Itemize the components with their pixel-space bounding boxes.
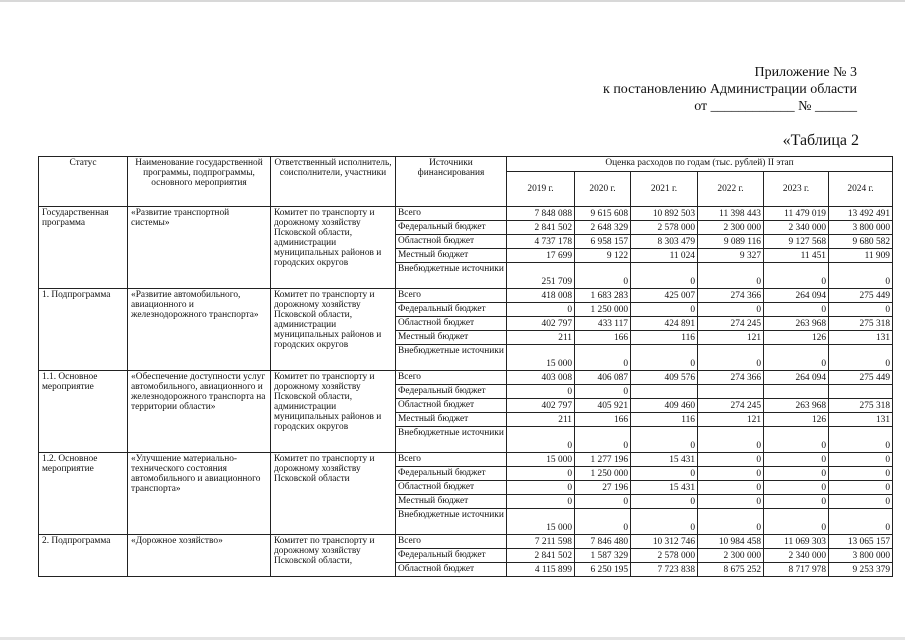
amount-cell: 1 250 000 — [575, 303, 631, 317]
amount-cell: 264 094 — [764, 289, 829, 303]
amount-cell: 6 958 157 — [575, 235, 631, 249]
amount-cell: 0 — [764, 453, 829, 467]
amount-cell — [764, 385, 829, 399]
funding-source-cell: Федеральный бюджет — [396, 385, 507, 399]
funding-source-cell: Внебюджетные источники — [396, 263, 507, 289]
amount-cell: 121 — [698, 331, 764, 345]
amount-cell: 274 245 — [698, 399, 764, 413]
amount-cell: 9 122 — [575, 249, 631, 263]
amount-cell: 264 094 — [764, 371, 829, 385]
amount-cell: 275 449 — [829, 289, 893, 303]
amount-cell: 402 797 — [507, 399, 575, 413]
amount-cell: 0 — [829, 495, 893, 509]
amount-cell: 0 — [575, 495, 631, 509]
amount-cell: 405 921 — [575, 399, 631, 413]
amount-cell: 0 — [764, 495, 829, 509]
funding-source-cell: Областной бюджет — [396, 399, 507, 413]
amount-cell: 0 — [698, 345, 764, 371]
amount-cell: 0 — [575, 345, 631, 371]
col-estimate-header: Оценка расходов по годам (тыс. рублей) II этап — [507, 157, 893, 172]
amount-cell: 274 366 — [698, 371, 764, 385]
col-source-header: Источники финансирования — [396, 157, 507, 207]
amount-cell: 8 675 252 — [698, 563, 764, 577]
funding-source-cell: Внебюджетные источники — [396, 509, 507, 535]
amount-cell: 2 300 000 — [698, 549, 764, 563]
funding-source-cell: Всего — [396, 207, 507, 221]
amount-cell: 9 253 379 — [829, 563, 893, 577]
table-body — [39, 207, 893, 577]
year-header: 2024 г. — [829, 172, 893, 207]
amount-cell: 0 — [507, 467, 575, 481]
amount-cell: 15 431 — [631, 481, 698, 495]
amount-cell: 0 — [631, 345, 698, 371]
amount-cell: 131 — [829, 413, 893, 427]
amount-cell: 10 984 458 — [698, 535, 764, 549]
amount-cell: 11 069 303 — [764, 535, 829, 549]
amount-cell: 0 — [829, 467, 893, 481]
amount-cell: 0 — [829, 263, 893, 289]
funding-source-cell: Федеральный бюджет — [396, 549, 507, 563]
amount-cell: 121 — [698, 413, 764, 427]
amount-cell: 0 — [829, 345, 893, 371]
amount-cell: 409 576 — [631, 371, 698, 385]
amount-cell: 13 065 157 — [829, 535, 893, 549]
amount-cell: 425 007 — [631, 289, 698, 303]
executor-cell: Комитет по транспорту и дорожному хозяйству Псковской области, администрации муниципальных районов и городских округов — [271, 289, 396, 371]
amount-cell: 403 008 — [507, 371, 575, 385]
amount-cell: 0 — [507, 303, 575, 317]
funding-source-cell: Местный бюджет — [396, 331, 507, 345]
amount-cell: 0 — [829, 481, 893, 495]
table-row — [39, 207, 893, 221]
amount-cell: 263 968 — [764, 317, 829, 331]
amount-cell: 0 — [829, 453, 893, 467]
amount-cell: 10 312 746 — [631, 535, 698, 549]
amount-cell: 0 — [764, 427, 829, 453]
table-row — [39, 453, 893, 467]
amount-cell: 2 841 502 — [507, 549, 575, 563]
amount-cell: 406 087 — [575, 371, 631, 385]
table-row — [39, 371, 893, 385]
amount-cell: 211 — [507, 413, 575, 427]
amount-cell: 0 — [698, 263, 764, 289]
funding-source-cell: Всего — [396, 453, 507, 467]
amount-cell: 275 449 — [829, 371, 893, 385]
status-cell: Государственная программа — [39, 207, 128, 289]
appendix-number: Приложение № 3 — [754, 65, 857, 80]
amount-cell: 0 — [764, 345, 829, 371]
amount-cell: 166 — [575, 413, 631, 427]
amount-cell: 0 — [764, 303, 829, 317]
funding-source-cell: Областной бюджет — [396, 563, 507, 577]
amount-cell: 263 968 — [764, 399, 829, 413]
executor-cell: Комитет по транспорту и дорожному хозяйству Псковской области, — [271, 535, 396, 577]
amount-cell: 0 — [631, 495, 698, 509]
amount-cell — [829, 385, 893, 399]
amount-cell: 0 — [507, 495, 575, 509]
funding-source-cell: Всего — [396, 535, 507, 549]
funding-source-cell: Федеральный бюджет — [396, 221, 507, 235]
year-header: 2023 г. — [764, 172, 829, 207]
amount-cell: 116 — [631, 413, 698, 427]
year-header: 2022 г. — [698, 172, 764, 207]
amount-cell: 4 737 178 — [507, 235, 575, 249]
amount-cell: 275 318 — [829, 317, 893, 331]
status-cell: 2. Подпрограмма — [39, 535, 128, 577]
amount-cell: 7 211 598 — [507, 535, 575, 549]
col-status-header: Статус — [39, 157, 128, 207]
amount-cell: 1 250 000 — [575, 467, 631, 481]
amount-cell: 9 327 — [698, 249, 764, 263]
amount-cell: 13 492 491 — [829, 207, 893, 221]
amount-cell: 15 431 — [631, 453, 698, 467]
funding-source-cell: Местный бюджет — [396, 249, 507, 263]
expenses-table — [38, 156, 893, 577]
appendix-resolution: к постановлению Администрации области — [603, 82, 857, 97]
amount-cell: 433 117 — [575, 317, 631, 331]
amount-cell: 15 000 — [507, 509, 575, 535]
amount-cell: 2 841 502 — [507, 221, 575, 235]
amount-cell: 126 — [764, 413, 829, 427]
funding-source-cell: Всего — [396, 289, 507, 303]
amount-cell: 0 — [631, 263, 698, 289]
amount-cell: 0 — [698, 453, 764, 467]
amount-cell: 0 — [575, 509, 631, 535]
amount-cell: 2 648 329 — [575, 221, 631, 235]
amount-cell: 418 008 — [507, 289, 575, 303]
amount-cell — [698, 385, 764, 399]
amount-cell: 0 — [764, 263, 829, 289]
amount-cell: 409 460 — [631, 399, 698, 413]
amount-cell: 424 891 — [631, 317, 698, 331]
funding-source-cell: Внебюджетные источники — [396, 427, 507, 453]
amount-cell: 166 — [575, 331, 631, 345]
col-executor-header: Ответственный исполнитель, соисполнители, участники — [271, 157, 396, 207]
amount-cell: 274 245 — [698, 317, 764, 331]
amount-cell: 275 318 — [829, 399, 893, 413]
amount-cell: 0 — [575, 427, 631, 453]
amount-cell: 126 — [764, 331, 829, 345]
amount-cell: 2 340 000 — [764, 549, 829, 563]
executor-cell: Комитет по транспорту и дорожному хозяйству Псковской области, администрации муниципальных районов и городских округов — [271, 371, 396, 453]
program-name-cell: «Дорожное хозяйство» — [128, 535, 271, 577]
amount-cell: 0 — [698, 303, 764, 317]
table-header — [39, 157, 893, 207]
amount-cell: 0 — [698, 427, 764, 453]
amount-cell: 0 — [764, 509, 829, 535]
appendix-header — [603, 64, 857, 115]
amount-cell: 6 250 195 — [575, 563, 631, 577]
amount-cell: 0 — [764, 481, 829, 495]
amount-cell: 0 — [507, 427, 575, 453]
amount-cell: 0 — [631, 467, 698, 481]
year-header: 2021 г. — [631, 172, 698, 207]
amount-cell: 274 366 — [698, 289, 764, 303]
amount-cell: 15 000 — [507, 453, 575, 467]
amount-cell: 8 303 479 — [631, 235, 698, 249]
amount-cell: 0 — [631, 427, 698, 453]
amount-cell: 3 800 000 — [829, 549, 893, 563]
table-row — [39, 535, 893, 549]
amount-cell: 0 — [829, 303, 893, 317]
amount-cell: 7 846 480 — [575, 535, 631, 549]
amount-cell: 9 615 608 — [575, 207, 631, 221]
amount-cell: 402 797 — [507, 317, 575, 331]
table-label: «Таблица 2 — [782, 132, 859, 149]
executor-cell: Комитет по транспорту и дорожному хозяйству Псковской области — [271, 453, 396, 535]
amount-cell: 131 — [829, 331, 893, 345]
amount-cell: 116 — [631, 331, 698, 345]
amount-cell: 251 709 — [507, 263, 575, 289]
col-name-header: Наименование государственной программы, подпрограммы, основного мероприятия — [128, 157, 271, 207]
program-name-cell: «Развитие автомобильного, авиационного и железнодорожного транспорта» — [128, 289, 271, 371]
amount-cell: 0 — [507, 481, 575, 495]
funding-source-cell: Областной бюджет — [396, 235, 507, 249]
amount-cell: 0 — [829, 509, 893, 535]
amount-cell: 9 127 568 — [764, 235, 829, 249]
amount-cell: 0 — [698, 481, 764, 495]
amount-cell: 1 587 329 — [575, 549, 631, 563]
funding-source-cell: Внебюджетные источники — [396, 345, 507, 371]
amount-cell: 0 — [698, 509, 764, 535]
amount-cell — [631, 385, 698, 399]
amount-cell: 9 089 116 — [698, 235, 764, 249]
amount-cell: 7 848 088 — [507, 207, 575, 221]
amount-cell: 15 000 — [507, 345, 575, 371]
program-name-cell: «Улучшение материально-технического состояния автомобильного и авиационного транспорта» — [128, 453, 271, 535]
amount-cell: 0 — [631, 303, 698, 317]
page-top-edge — [0, 0, 905, 2]
amount-cell: 1 277 196 — [575, 453, 631, 467]
funding-source-cell: Областной бюджет — [396, 317, 507, 331]
status-cell: 1.1. Основное мероприятие — [39, 371, 128, 453]
amount-cell: 211 — [507, 331, 575, 345]
funding-source-cell: Местный бюджет — [396, 495, 507, 509]
funding-source-cell: Местный бюджет — [396, 413, 507, 427]
amount-cell: 3 800 000 — [829, 221, 893, 235]
amount-cell: 11 909 — [829, 249, 893, 263]
amount-cell: 2 300 000 — [698, 221, 764, 235]
amount-cell: 11 024 — [631, 249, 698, 263]
amount-cell: 1 683 283 — [575, 289, 631, 303]
program-name-cell: «Развитие транспортной системы» — [128, 207, 271, 289]
amount-cell: 4 115 899 — [507, 563, 575, 577]
amount-cell: 7 723 838 — [631, 563, 698, 577]
funding-source-cell: Всего — [396, 371, 507, 385]
amount-cell: 27 196 — [575, 481, 631, 495]
appendix-date-number: от ____________ № ______ — [694, 99, 857, 114]
amount-cell: 0 — [698, 495, 764, 509]
amount-cell: 0 — [764, 467, 829, 481]
amount-cell: 2 578 000 — [631, 221, 698, 235]
amount-cell: 10 892 503 — [631, 207, 698, 221]
amount-cell: 0 — [829, 427, 893, 453]
status-cell: 1.2. Основное мероприятие — [39, 453, 128, 535]
program-name-cell: «Обеспечение доступности услуг автомобильного, авиационного и железнодорожного транспорта на территории области» — [128, 371, 271, 453]
year-header: 2020 г. — [575, 172, 631, 207]
amount-cell: 17 699 — [507, 249, 575, 263]
amount-cell: 11 451 — [764, 249, 829, 263]
amount-cell: 0 — [575, 263, 631, 289]
amount-cell: 11 479 019 — [764, 207, 829, 221]
table-row — [39, 289, 893, 303]
year-header: 2019 г. — [507, 172, 575, 207]
amount-cell: 0 — [575, 385, 631, 399]
status-cell: 1. Подпрограмма — [39, 289, 128, 371]
amount-cell: 9 680 582 — [829, 235, 893, 249]
amount-cell: 8 717 978 — [764, 563, 829, 577]
amount-cell: 0 — [507, 385, 575, 399]
amount-cell: 0 — [631, 509, 698, 535]
amount-cell: 2 578 000 — [631, 549, 698, 563]
amount-cell: 2 340 000 — [764, 221, 829, 235]
funding-source-cell: Областной бюджет — [396, 481, 507, 495]
amount-cell: 11 398 443 — [698, 207, 764, 221]
funding-source-cell: Федеральный бюджет — [396, 467, 507, 481]
executor-cell: Комитет по транспорту и дорожному хозяйству Псковской области, администрации муниципальных районов и городских округов — [271, 207, 396, 289]
funding-source-cell: Федеральный бюджет — [396, 303, 507, 317]
amount-cell: 0 — [698, 467, 764, 481]
